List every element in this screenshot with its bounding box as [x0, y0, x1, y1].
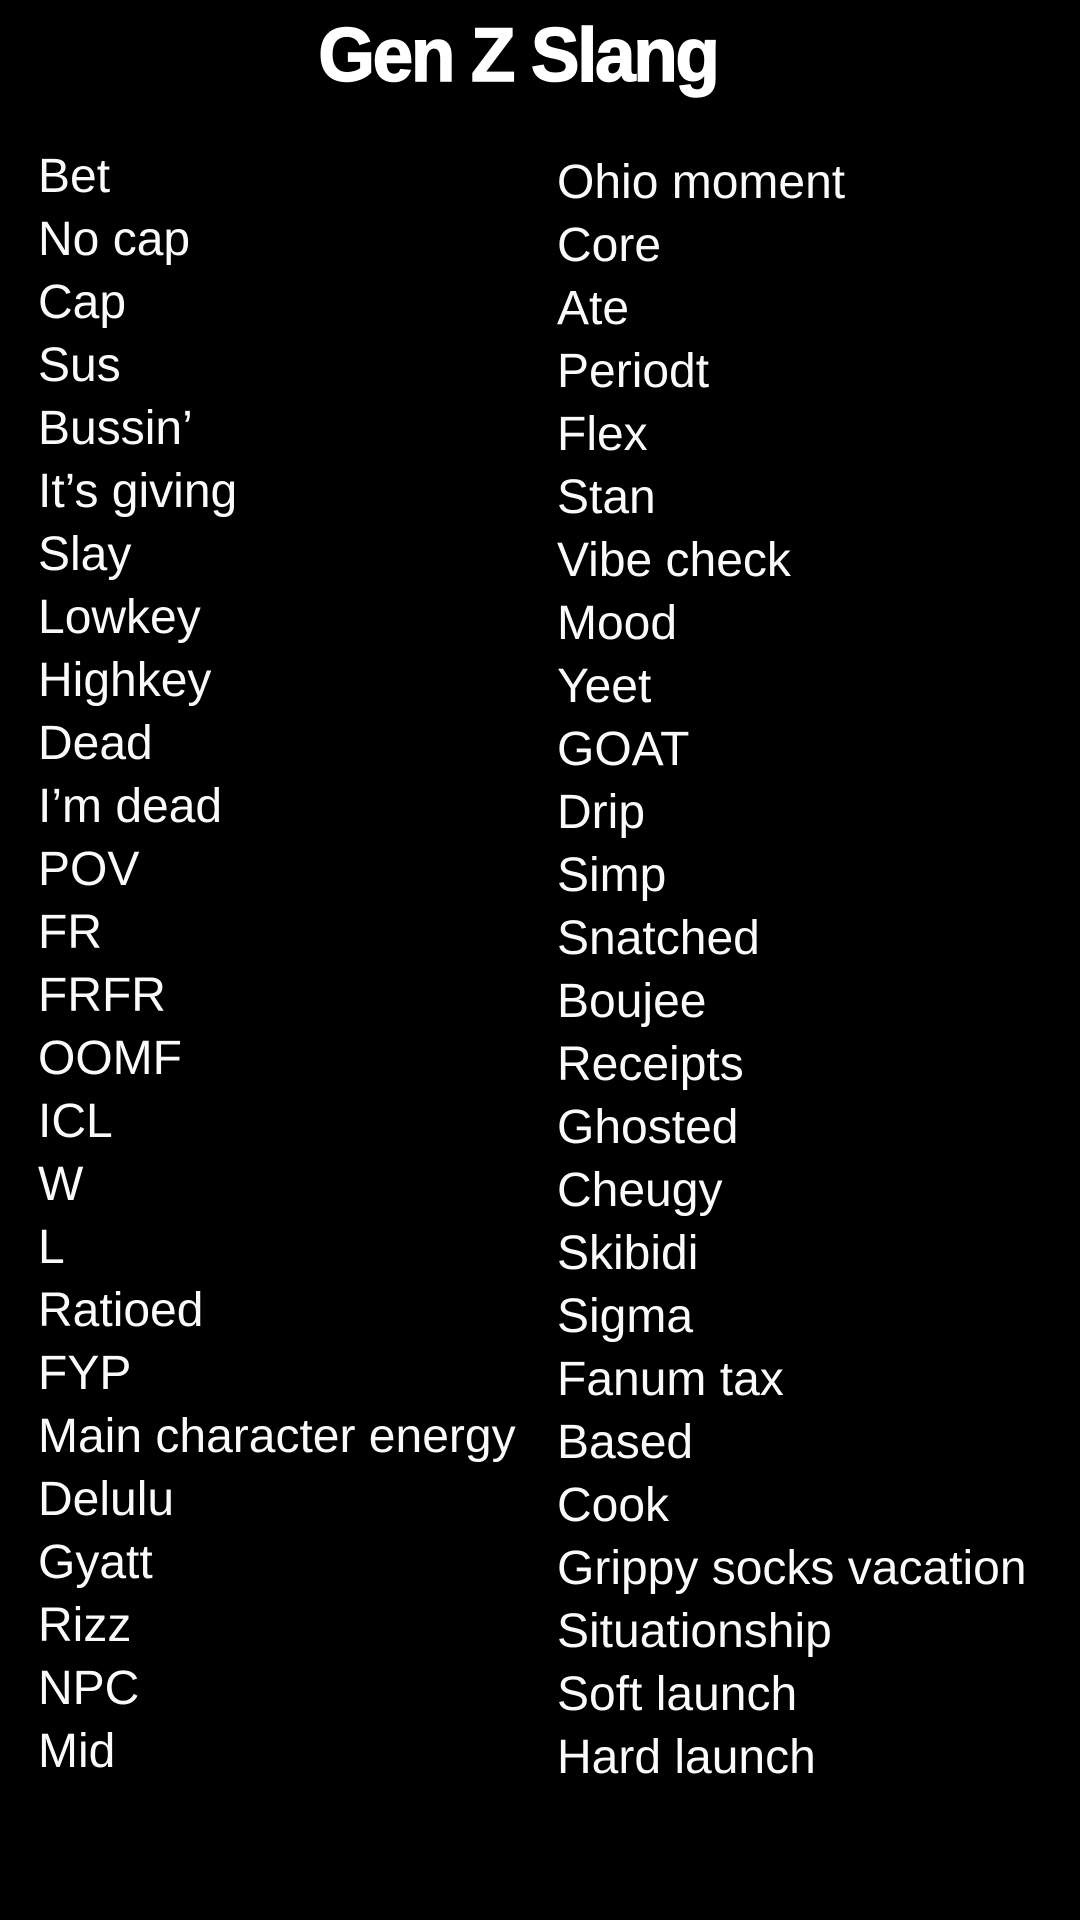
slang-term: Dead	[38, 717, 153, 770]
slang-term: FR	[38, 906, 102, 959]
slang-term: Grippy socks vacation	[557, 1542, 1027, 1595]
slang-term: Ghosted	[557, 1101, 739, 1154]
slang-term: Ohio moment	[557, 156, 846, 209]
slang-term: Mid	[38, 1725, 116, 1778]
slang-term: Slay	[38, 528, 132, 581]
slang-term: NPC	[38, 1662, 140, 1715]
slang-term: L	[38, 1221, 65, 1274]
slang-term: Main character energy	[38, 1410, 516, 1463]
slang-term: Hard launch	[557, 1731, 816, 1784]
slang-term: FRFR	[38, 969, 166, 1022]
slang-term: Mood	[557, 597, 678, 650]
slang-term: Rizz	[38, 1599, 132, 1652]
slang-term: FYP	[38, 1347, 132, 1400]
slang-term: Boujee	[557, 975, 707, 1028]
slang-term: Cheugy	[557, 1164, 723, 1217]
slang-term: Based	[557, 1416, 694, 1469]
slang-term: ICL	[38, 1095, 113, 1148]
slang-term: W	[38, 1158, 84, 1211]
slang-term: Receipts	[557, 1038, 744, 1091]
slang-term: Cap	[38, 276, 127, 329]
slang-term: Snatched	[557, 912, 760, 965]
slang-term: Stan	[557, 471, 656, 524]
slang-term: Periodt	[557, 345, 710, 398]
slang-term: Lowkey	[38, 591, 201, 644]
slang-term: Sus	[38, 339, 121, 392]
slang-term: Simp	[557, 849, 667, 902]
slang-term: It’s giving	[38, 465, 238, 518]
slang-column-right	[557, 151, 1027, 1789]
slang-term: Drip	[557, 786, 646, 839]
slang-term: Delulu	[38, 1473, 175, 1526]
slang-term: Bet	[38, 150, 111, 203]
slang-term: Bussin’	[38, 402, 193, 455]
slang-term: Cook	[557, 1479, 670, 1532]
slang-term: Ratioed	[38, 1284, 204, 1337]
slang-term: Yeet	[557, 660, 652, 713]
slang-term: Soft launch	[557, 1668, 798, 1721]
slang-term: Fanum tax	[557, 1353, 784, 1406]
slang-term: Sigma	[557, 1290, 694, 1343]
slang-term: No cap	[38, 213, 191, 266]
slang-term: Highkey	[38, 654, 212, 707]
slang-term: Vibe check	[557, 534, 791, 587]
slang-term: Skibidi	[557, 1227, 699, 1280]
slang-term: Ate	[557, 282, 630, 335]
slang-column-left	[38, 145, 516, 1783]
slang-term: POV	[38, 843, 140, 896]
slang-term: GOAT	[557, 723, 690, 776]
slang-term: Core	[557, 219, 662, 272]
slang-term: I’m dead	[38, 780, 223, 833]
slang-term: Gyatt	[38, 1536, 153, 1589]
slang-term: Situationship	[557, 1605, 832, 1658]
slang-term: OOMF	[38, 1032, 182, 1085]
slang-term: Flex	[557, 408, 648, 461]
page-title: Gen Z Slang	[318, 13, 718, 98]
